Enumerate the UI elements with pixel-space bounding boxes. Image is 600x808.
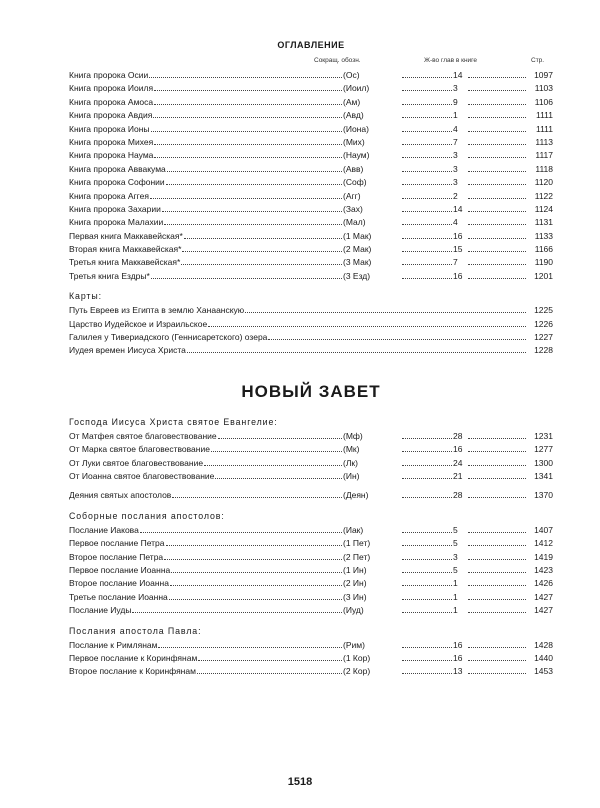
entry-title: Царство Иудейское и Израильское [69,318,208,329]
dot-leader [468,523,526,533]
dot-leader [402,81,452,91]
entry-chapters: 3 [453,163,458,174]
dot-leader [402,215,452,225]
entry-page: 1226 [534,318,553,329]
dot-leader [154,135,342,145]
dot-leader [402,429,452,439]
entry-title: Первое послание Петра [69,538,165,549]
dot-leader [402,68,452,78]
entry-chapters: 3 [453,551,458,562]
contents-page [69,40,553,678]
toc-entry[interactable] [69,330,553,343]
entry-title: Книга пророка Авдия [69,110,153,121]
dot-leader [468,108,526,118]
pauline-heading: Послания апостола Павла: [69,625,202,636]
dot-leader [132,603,342,613]
entry-abbreviation: (Авв) [343,163,364,174]
dot-leader [187,343,526,353]
entry-chapters: 16 [453,270,463,281]
dot-leader [166,536,342,546]
entry-page: 1122 [534,190,553,201]
entry-title: От Марка святое благовествование [69,444,210,455]
toc-entry[interactable] [69,229,553,242]
dot-leader [468,651,526,661]
dot-leader [215,469,342,479]
dot-leader [468,456,526,466]
entry-chapters: 3 [453,83,458,94]
entry-title: Галилея у Тивериадского (Геннисаретского) озера [69,332,268,343]
entry-page: 1113 [535,136,553,147]
dot-leader [468,536,526,546]
dot-leader [468,135,526,145]
entry-chapters: 5 [453,564,458,575]
dot-leader [154,95,342,105]
dot-leader [402,550,452,560]
entry-chapters: 16 [453,230,463,241]
entry-chapters: 1 [453,591,458,602]
entry-chapters: 7 [453,136,458,147]
dot-leader [402,590,452,600]
entry-page: 1426 [534,578,553,589]
pauline-epistles-list [69,638,553,678]
dot-leader [402,664,452,674]
toc-entry[interactable] [69,429,553,442]
toc-entry[interactable] [69,317,553,330]
dot-leader [468,189,526,199]
dot-leader [468,95,526,105]
entry-page: 1201 [534,270,553,281]
dot-leader [218,429,342,439]
entry-page: 1133 [534,230,553,241]
dot-leader [402,122,452,132]
toc-entry[interactable] [69,576,553,589]
dot-leader [402,242,452,252]
entry-abbreviation: (Мф) [343,430,363,441]
toc-entry[interactable] [69,189,553,202]
dot-leader [151,269,342,279]
entry-abbreviation: (Мих) [343,136,365,147]
entry-title: Второе послание Иоанна [69,578,169,589]
entry-abbreviation: (Деян) [343,490,369,501]
entry-abbreviation: (Иуд) [343,605,364,616]
toc-entry[interactable] [69,162,553,175]
toc-entry[interactable] [69,81,553,94]
dot-leader [402,523,452,533]
dot-leader [402,135,452,145]
entry-title: Деяния святых апостолов [69,490,172,501]
dot-leader [468,550,526,560]
toc-entry[interactable] [69,215,553,228]
dot-leader [468,162,526,172]
toc-entry[interactable] [69,242,553,255]
toc-entry[interactable] [69,95,553,108]
dot-leader [468,175,526,185]
toc-entry[interactable] [69,550,553,563]
dot-leader [245,303,526,313]
entry-title: Иудея времен Иисуса Христа [69,345,186,356]
entry-page: 1427 [534,591,553,602]
catholic-heading: Соборные послания апостолов: [69,510,225,521]
toc-entry[interactable] [69,488,553,501]
entry-title: Книга пророка Малахии [69,217,164,228]
entry-page: 1131 [534,217,553,228]
dot-leader [402,651,452,661]
entry-chapters: 16 [453,639,463,650]
entry-abbreviation: (2 Кор) [343,666,371,677]
entry-page: 1440 [534,652,553,663]
column-headers [69,54,553,68]
col-page-header: Стр. [531,57,545,64]
dot-leader [468,664,526,674]
entry-title: Книга пророка Наума [69,150,154,161]
entry-page: 1111 [535,123,553,134]
entry-abbreviation: (Ам) [343,96,361,107]
entry-title: Третья книга Ездры* [69,270,150,281]
dot-leader [468,429,526,439]
entry-page: 1118 [535,163,553,174]
entry-page: 1428 [534,639,553,650]
dot-leader [402,229,452,239]
entry-page: 1166 [534,244,553,255]
entry-chapters: 28 [453,430,463,441]
entry-page: 1190 [534,257,553,268]
entry-title: Первая книга Маккавейская* [69,230,183,241]
entry-abbreviation: (3 Езд) [343,270,371,281]
toc-entry[interactable] [69,269,553,282]
entry-chapters: 15 [453,244,463,255]
entry-title: Книга пророка Захарии [69,203,161,214]
entry-chapters: 3 [453,150,458,161]
dot-leader [468,122,526,132]
dot-leader [198,651,342,661]
entry-chapters: 1 [453,110,458,121]
entry-page: 1423 [534,564,553,575]
entry-title: Второе послание к Коринфянам [69,666,196,677]
dot-leader [172,488,342,498]
dot-leader [204,456,342,466]
entry-abbreviation: (Рим) [343,639,365,650]
entry-title: Книга пророка Ионы [69,123,150,134]
dot-leader [151,122,342,132]
dot-leader [402,189,452,199]
dot-leader [171,563,342,573]
entry-page: 1407 [534,524,553,535]
entry-abbreviation: (1 Кор) [343,652,371,663]
dot-leader [402,563,452,573]
dot-leader [170,576,342,586]
entry-chapters: 9 [453,96,458,107]
catholic-epistles-list [69,523,553,617]
entry-title: Книга пророка Амоса [69,96,154,107]
entry-page: 1124 [534,203,553,214]
maps-heading: Карты: [69,291,102,302]
entry-chapters: 21 [453,470,463,481]
dot-leader [150,189,342,199]
entry-title: От Иоанна святое благовествование [69,470,215,481]
entry-abbreviation: (1 Мак) [343,230,372,241]
entry-title: Третье послание Иоанна [69,591,168,602]
toc-entry[interactable] [69,303,553,316]
dot-leader [208,317,526,327]
entry-page: 1419 [534,551,553,562]
entry-abbreviation: (2 Пет) [343,551,371,562]
entry-abbreviation: (1 Ин) [343,564,367,575]
entry-abbreviation: (Ос) [343,70,360,80]
entry-abbreviation: (1 Пет) [343,538,371,549]
dot-leader [402,442,452,452]
dot-leader [402,469,452,479]
dot-leader [468,68,526,78]
entry-title: Вторая книга Маккавейская* [69,244,182,255]
entry-abbreviation: (Мк) [343,444,360,455]
entry-title: Второе послание Петра [69,551,164,562]
toc-entry[interactable] [69,563,553,576]
entry-abbreviation: (Зах) [343,203,363,214]
entry-page: 1341 [534,470,553,481]
toc-entry[interactable] [69,175,553,188]
dot-leader [164,215,342,225]
dot-leader [468,255,526,265]
dot-leader [468,590,526,600]
entry-page: 1106 [534,96,553,107]
entry-chapters: 13 [453,666,463,677]
dot-leader [468,638,526,648]
entry-abbreviation: (Мал) [343,217,366,228]
entry-page: 1097 [534,70,553,80]
entry-title: Послание Иуды [69,605,132,616]
dot-leader [184,229,342,239]
entry-title: Послание к Римлянам [69,639,158,650]
dot-leader [402,175,452,185]
entry-abbreviation: (3 Ин) [343,591,367,602]
toc-entry[interactable] [69,456,553,469]
dot-leader [402,638,452,648]
dot-leader [182,242,342,252]
toc-entry[interactable] [69,651,553,664]
entry-abbreviation: (Иона) [343,123,369,134]
toc-entry[interactable] [69,664,553,677]
entry-chapters: 2 [453,190,458,201]
dot-leader [153,108,342,118]
dot-leader [402,255,452,265]
dot-leader [468,603,526,613]
entry-page: 1103 [534,83,553,94]
page-title: ОГЛАВЛЕНИЕ [277,40,345,50]
dot-leader [402,162,452,172]
entry-abbreviation: (Иоил) [343,83,370,94]
entry-abbreviation: (Авд) [343,110,364,121]
entry-title: Послание Иакова [69,524,139,535]
entry-chapters: 4 [453,123,458,134]
entry-chapters: 5 [453,538,458,549]
dot-leader [197,664,342,674]
dot-leader [154,81,342,91]
entry-abbreviation: (Иак) [343,524,364,535]
entry-abbreviation: (3 Мак) [343,257,372,268]
dot-leader [402,488,452,498]
entry-chapters: 28 [453,490,463,501]
entry-chapters: 7 [453,257,458,268]
dot-leader [162,202,342,212]
toc-entry[interactable] [69,523,553,536]
dot-leader [468,215,526,225]
toc-entry[interactable] [69,590,553,603]
entry-chapters: 1 [453,578,458,589]
entry-page: 1227 [534,332,553,343]
entry-abbreviation: (Наум) [343,150,370,161]
dot-leader [402,148,452,158]
dot-leader [149,68,342,78]
entry-abbreviation: (Лк) [343,457,358,468]
entry-chapters: 3 [453,177,458,188]
acts-list [69,488,553,501]
toc-entry[interactable] [69,135,553,148]
entry-title: Книга пророка Софонии [69,177,165,188]
entry-page: 1228 [534,345,553,356]
gospels-heading: Господа Иисуса Христа святое Евангелие: [69,416,278,427]
entry-title: Первое послание Иоанна [69,564,171,575]
toc-entry[interactable] [69,148,553,161]
entry-chapters: 16 [453,444,463,455]
page-number: 1518 [287,776,313,788]
entry-page: 1225 [534,305,553,316]
dot-leader [402,536,452,546]
dot-leader [181,255,342,265]
entry-title: Книга пророка Осии [69,70,149,80]
dot-leader [468,242,526,252]
dot-leader [402,108,452,118]
entry-chapters: 5 [453,524,458,535]
entry-page: 1300 [534,457,553,468]
entry-page: 1111 [535,110,553,121]
entry-page: 1453 [534,666,553,677]
maps-list [69,303,553,357]
dot-leader [468,488,526,498]
toc-entry[interactable] [69,469,553,482]
dot-leader [468,576,526,586]
dot-leader [268,330,526,340]
gospels-list [69,429,553,483]
toc-entry[interactable] [69,68,553,81]
toc-entry[interactable] [69,255,553,268]
dot-leader [140,523,342,533]
entry-chapters: 16 [453,652,463,663]
toc-entry[interactable] [69,442,553,455]
entry-page: 1277 [534,444,553,455]
entry-title: Третья книга Маккавейская* [69,257,181,268]
toc-entry[interactable] [69,638,553,651]
dot-leader [402,456,452,466]
entry-abbreviation: (2 Мак) [343,244,372,255]
dot-leader [468,563,526,573]
dot-leader [167,162,342,172]
entry-abbreviation: (Агг) [343,190,361,201]
dot-leader [468,202,526,212]
toc-entry[interactable] [69,603,553,616]
entry-page: 1412 [534,538,553,549]
entry-title: Книга пророка Аггея [69,190,149,201]
entry-page: 1120 [534,177,553,188]
dot-leader [468,469,526,479]
entry-abbreviation: (2 Ин) [343,578,367,589]
dot-leader [164,550,342,560]
dot-leader [211,442,342,452]
dot-leader [166,175,342,185]
entry-abbreviation: (Соф) [343,177,367,188]
dot-leader [169,590,342,600]
col-abbr-header: Сокращ. обозн. [314,57,361,64]
dot-leader [158,638,342,648]
entry-page: 1427 [534,605,553,616]
entry-title: От Луки святое благовествование [69,457,204,468]
entry-chapters: 14 [453,70,463,80]
entry-title: Книга пророка Михея [69,136,154,147]
entry-page: 1370 [534,490,553,501]
entry-title: Книга пророка Иоиля [69,83,154,94]
dot-leader [402,202,452,212]
toc-entry[interactable] [69,122,553,135]
entry-title: Путь Евреев из Египта в землю Ханаанскую [69,305,245,316]
entry-page: 1231 [534,430,553,441]
entry-chapters: 14 [453,203,463,214]
dot-leader [402,603,452,613]
dot-leader [468,269,526,279]
dot-leader [402,269,452,279]
entry-abbreviation: (Ин) [343,470,360,481]
toc-entry[interactable] [69,108,553,121]
entry-chapters: 1 [453,605,458,616]
entry-chapters: 4 [453,217,458,228]
dot-leader [468,81,526,91]
dot-leader [468,229,526,239]
toc-entry[interactable] [69,536,553,549]
dot-leader [468,442,526,452]
new-testament-title: НОВЫЙ ЗАВЕТ [241,381,381,401]
entry-title: Первое послание к Коринфянам [69,652,198,663]
entry-page: 1117 [535,150,553,161]
col-chapters-header: Ж-во глав в книге [424,57,478,64]
toc-entry[interactable] [69,202,553,215]
dot-leader [154,148,342,158]
dot-leader [402,576,452,586]
entry-title: От Матфея святое благовествование [69,430,217,441]
entry-chapters: 24 [453,457,463,468]
dot-leader [468,148,526,158]
old-testament-list [69,68,553,282]
toc-entry[interactable] [69,343,553,356]
dot-leader [402,95,452,105]
entry-title: Книга пророка Аввакума [69,163,166,174]
